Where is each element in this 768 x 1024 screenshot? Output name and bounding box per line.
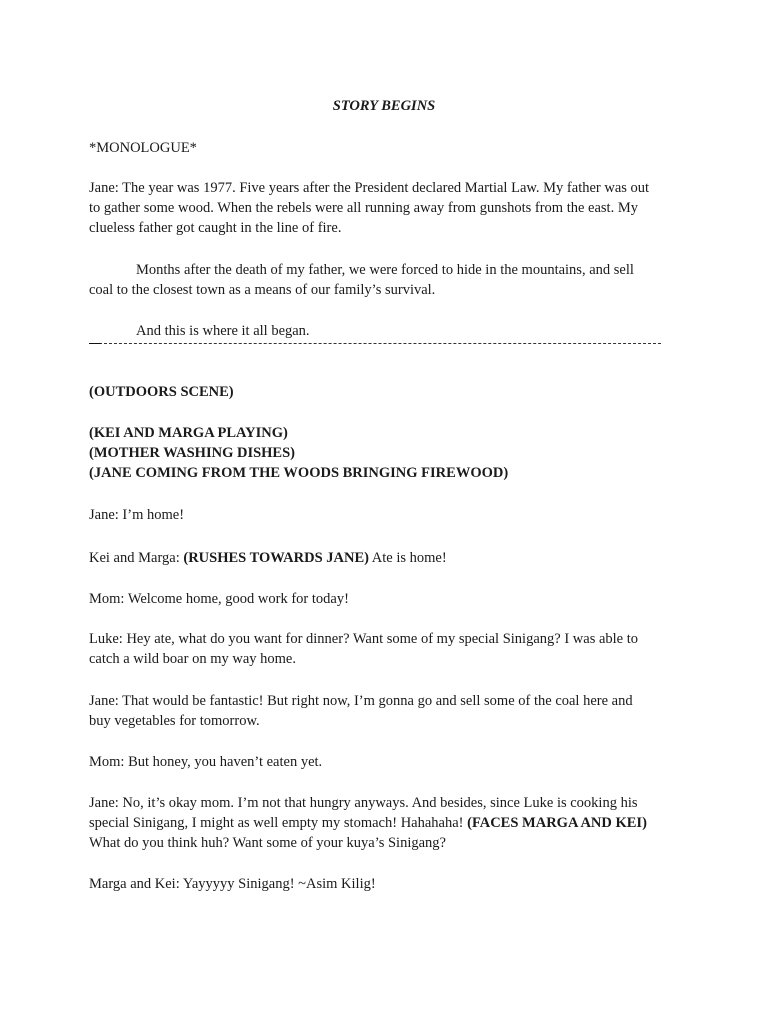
dialogue-line: buy vegetables for tomorrow. <box>89 713 260 729</box>
dialogue-text: special Sinigang, I might as well empty my stomach! Hahahaha! <box>89 815 468 831</box>
dialogue-line: What do you think huh? Want some of your kuya’s Sinigang? <box>89 835 446 851</box>
stage-direction: (MOTHER WASHING DISHES) <box>89 445 295 461</box>
dialogue-line: Mom: Welcome home, good work for today! <box>89 591 349 607</box>
dialogue-line: Marga and Kei: Yayyyyy Sinigang! ~Asim Kilig! <box>89 876 376 892</box>
page-title: STORY BEGINS <box>332 98 436 114</box>
dialogue-text: Ate is home! <box>368 550 447 566</box>
monologue-p1-line-2: to gather some wood. When the rebels were all running away from gunshots from the east. My <box>89 200 638 216</box>
dialogue-line: Jane: No, it’s okay mom. I’m not that hungry anyways. And besides, since Luke is cooking his <box>89 795 638 811</box>
dialogue-line: Jane: I’m home! <box>89 507 185 523</box>
monologue-p2-line-1: Months after the death of my father, we were forced to hide in the mountains, and sell <box>136 262 634 278</box>
dialogue-line <box>89 548 447 568</box>
monologue-p2-line-2: coal to the closest town as a means of our family’s survival. <box>89 282 436 298</box>
monologue-p1-line-1: Jane: The year was 1977. Five years after the President declared Martial Law. My father was out <box>89 180 650 196</box>
monologue-p1-line-3: clueless father got caught in the line of fire. <box>89 220 342 236</box>
action-direction: (RUSHES TOWARDS JANE) <box>183 550 369 566</box>
dialogue-line <box>89 813 647 833</box>
stage-direction: (JANE COMING FROM THE WOODS BRINGING FIREWOOD) <box>89 465 509 481</box>
dialogue-line: Jane: That would be fantastic! But right now, I’m gonna go and sell some of the coal here and <box>89 693 633 709</box>
speaker-label: Kei and Marga: <box>89 550 184 566</box>
scene-heading: (OUTDOORS SCENE) <box>89 384 234 400</box>
dialogue-line: Luke: Hey ate, what do you want for dinner? Want some of my special Sinigang? I was able to <box>89 631 639 647</box>
stage-direction: (KEI AND MARGA PLAYING) <box>89 425 288 441</box>
dialogue-line: Mom: But honey, you haven’t eaten yet. <box>89 754 323 770</box>
dialogue-line: catch a wild boar on my way home. <box>89 651 296 667</box>
monologue-heading: *MONOLOGUE* <box>89 140 197 156</box>
monologue-p3: And this is where it all began. <box>136 323 310 339</box>
action-direction: (FACES MARGA AND KEI) <box>467 815 647 831</box>
section-divider <box>89 343 661 355</box>
